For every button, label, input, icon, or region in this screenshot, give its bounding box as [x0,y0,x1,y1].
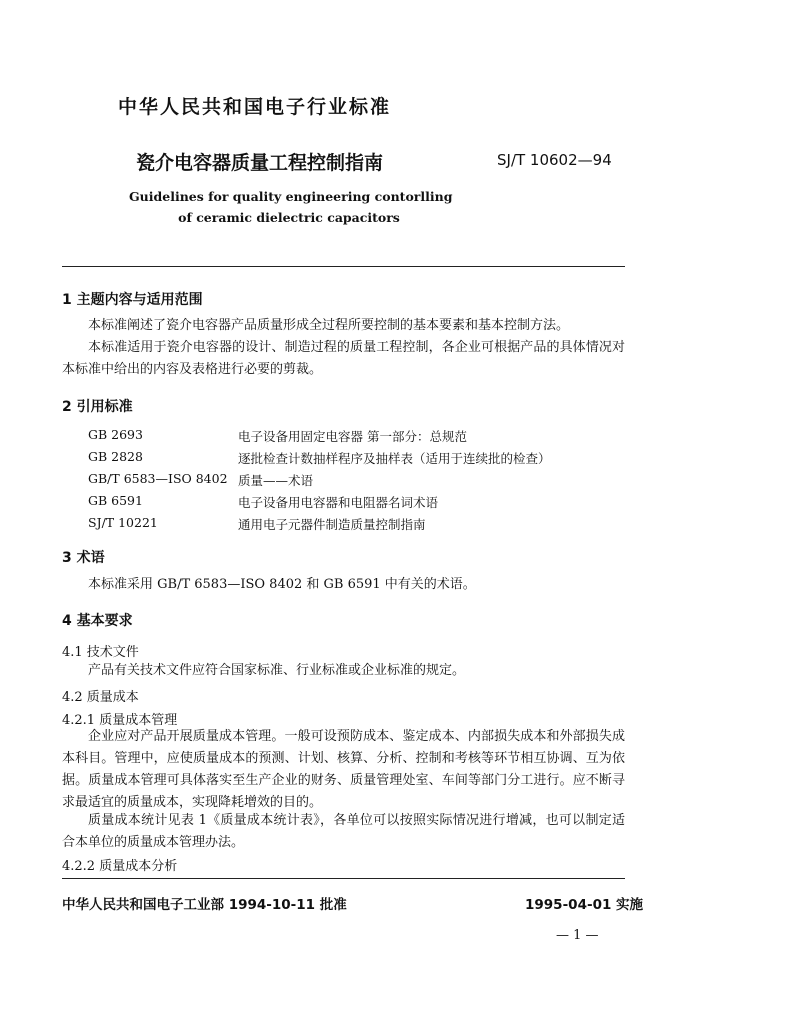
ref-title: 通用电子元器件制造质量控制指南 [238,517,426,532]
subsection-4-2-1-para-1: 企业应对产品开展质量成本管理。一般可设预防成本、鉴定成本、内部损失成本和外部损失成本科目。管理中，应使质量成本的预测、计划、核算、分析、控制和考核等环节相互协调、互为依据。质量成本管理可具体落实至生产企业的财务、质量管理处室、车间等部门分工进行。应不断寻求最适宜的质量成本，实现降耗增效的目的。 [62,729,625,810]
section-3-para-1: 本标准采用 GB/T 6583—ISO 8402 和 GB 6591 中有关的术语。 [88,577,476,592]
section-1-para-1: 本标准阐述了瓷介电容器产品质量形成全过程所要控制的基本要素和基本控制方法。 [88,318,570,333]
subsection-4-2-2-heading: 4.2.2 质量成本分析 [62,859,178,874]
footer-divider [62,878,625,879]
header-divider [62,266,625,267]
section-4-heading: 4 基本要求 [62,613,133,629]
ref-title: 电子设备用电容器和电阻器名词术语 [238,495,439,510]
ref-title: 质量——术语 [238,473,314,488]
ref-title: 逐批检查计数抽样程序及抽样表（适用于连续批的检查） [238,451,551,466]
document-title-en-line2: of ceramic dielectric capacitors [178,210,400,225]
section-1-para-2: 本标准适用于瓷介电容器的设计、制造过程的质量工程控制，各企业可根据产品的具体情况对本标准中给出的内容及表格进行必要的剪裁。 [62,340,625,377]
subsection-4-2-heading: 4.2 质量成本 [62,690,139,705]
section-3-heading: 3 术语 [62,550,105,566]
subsection-4-2-1-heading: 4.2.1 质量成本管理 [62,713,178,728]
subsection-4-2-1-para-2: 质量成本统计见表 1《质量成本统计表》，各单位可以按照实际情况进行增减，也可以制定适合本单位的质量成本管理办法。 [62,813,625,850]
ref-code: GB 2828 [88,449,143,464]
section-1-heading: 1 主题内容与适用范围 [62,292,203,308]
ref-title: 电子设备用固定电容器 第一部分：总规范 [238,429,467,444]
ref-code: GB 2693 [88,427,143,442]
section-2-heading: 2 引用标准 [62,399,133,415]
document-title-en-line1: Guidelines for quality engineering contorlling [129,189,453,204]
ref-code: GB/T 6583—ISO 8402 [88,471,228,486]
implementation-date: 1995-04-01 实施 [525,897,644,913]
subsection-4-1-text: 产品有关技术文件应符合国家标准、行业标准或企业标准的规定。 [88,663,466,678]
approval-line: 中华人民共和国电子工业部 1994-10-11 批准 [62,897,347,913]
ref-code: SJ/T 10221 [88,515,158,530]
page-number: — 1 — [556,928,599,943]
standard-organization: 中华人民共和国电子行业标准 [118,96,392,118]
document-title-zh: 瓷介电容器质量工程控制指南 [136,152,384,174]
standard-code: SJ/T 10602—94 [497,151,612,169]
ref-code: GB 6591 [88,493,143,508]
subsection-4-1-heading: 4.1 技术文件 [62,645,139,660]
